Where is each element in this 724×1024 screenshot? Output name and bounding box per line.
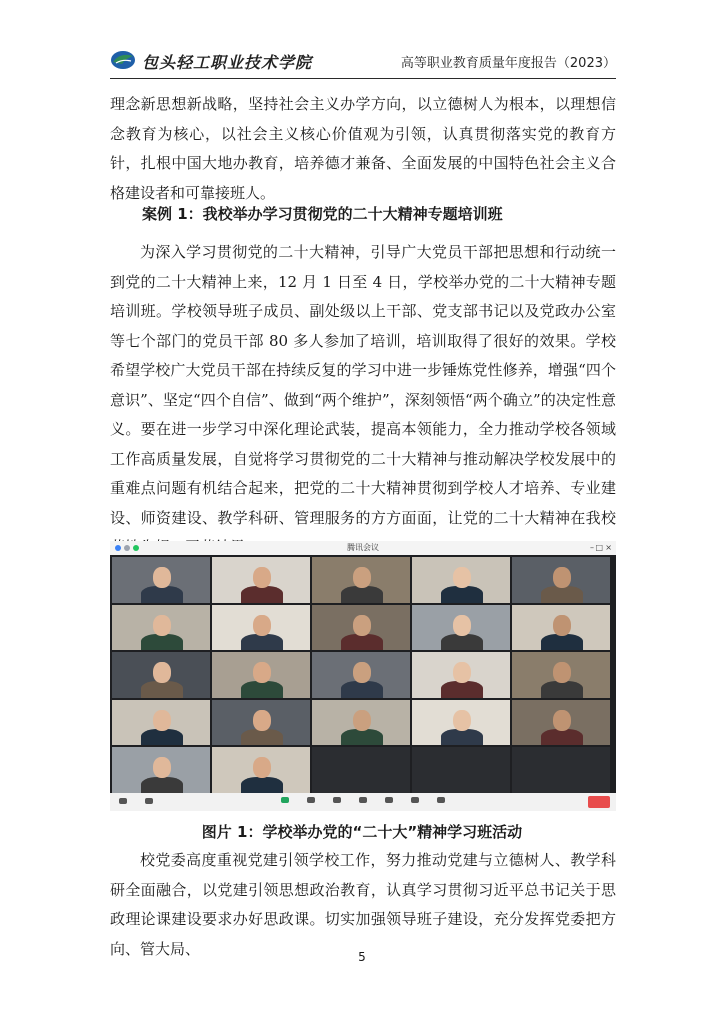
participant-face [153,615,171,636]
participant-body [441,681,482,697]
page-header [110,46,616,76]
participant-video-tile [112,652,210,698]
participant-video-tile [112,747,210,793]
minimize-icon: – [590,543,594,552]
participant-body [141,681,182,697]
participant-video-tile [512,747,610,793]
participant-body [341,634,382,650]
participant-face [453,710,471,731]
participant-face [553,567,571,588]
participant-video-tile [312,557,410,603]
participant-face [153,757,171,778]
maximize-icon: □ [595,543,603,552]
meeting-titlebar [110,541,616,555]
participant-video-tile [312,747,410,793]
school-name: 包头轻工职业技术学院 [142,53,313,72]
intro-paragraph: 理念新思想新战略，坚持社会主义办学方向，以立德树人为根本，以理想信念教育为核心，以社会主义核心价值观为引领，认真贯彻落实党的教育方针，扎根中国大地办教育，培养德才兼备、全面发展的中国特色社会主义合格建设者和可靠接班人。 [110,95,616,202]
participant-body [141,634,182,650]
participant-body [241,634,282,650]
participant-face [353,567,371,588]
participant-video-tile [412,557,510,603]
page-number: 5 [358,950,366,964]
participant-video-tile [112,700,210,746]
school-logo-icon [110,48,136,70]
participant-body [441,729,482,745]
participant-body [241,729,282,745]
members-icon [330,797,344,807]
end-meeting-icon [588,796,610,808]
participant-face [153,662,171,683]
participant-body [241,586,282,602]
participant-face [553,615,571,636]
participant-face [453,567,471,588]
participant-body [341,681,382,697]
participant-body [241,777,282,793]
security-icon [304,797,318,807]
participant-video-tile [212,557,310,603]
participant-face [453,615,471,636]
participant-video-tile [112,557,210,603]
participant-body [241,681,282,697]
mic-icon [116,798,130,808]
participant-face [353,710,371,731]
participant-face [253,757,271,778]
case-title: 案例 1：我校举办学习贯彻党的二十大精神专题培训班 [142,205,503,223]
participant-video-tile [512,557,610,603]
apps-icon [408,797,422,807]
participant-face [253,662,271,683]
participant-face [153,710,171,731]
participant-video-tile [212,700,310,746]
participant-body [541,586,582,602]
participant-face [153,567,171,588]
participant-body [341,586,382,602]
participant-video-tile [112,605,210,651]
header-divider [110,78,616,79]
participant-body [541,681,582,697]
participant-body [541,634,582,650]
participant-body [541,729,582,745]
participant-video-tile [212,747,310,793]
participant-video-tile [412,605,510,651]
close-icon: × [605,543,612,552]
participant-video-tile [312,605,410,651]
participant-video-tile [312,652,410,698]
participant-body [441,634,482,650]
participant-video-tile [312,700,410,746]
camera-icon [142,798,156,808]
participant-face [253,615,271,636]
participant-video-tile [512,652,610,698]
participant-face [353,615,371,636]
share-screen-icon [278,797,292,807]
participant-video-tile [212,605,310,651]
participant-video-tile [412,652,510,698]
participant-face [553,662,571,683]
participant-face [453,662,471,683]
participant-face [553,710,571,731]
participant-grid [112,557,610,793]
participant-body [141,586,182,602]
participant-face [253,567,271,588]
meeting-photo [110,541,616,811]
settings-icon [434,797,448,807]
report-title: 高等职业教育质量年度报告（2023） [400,56,616,71]
participant-face [253,710,271,731]
participant-video-tile [512,700,610,746]
chat-icon [356,797,370,807]
meeting-title: 腾讯会议 [347,543,379,552]
participant-video-tile [412,700,510,746]
case-body-paragraph: 为深入学习贯彻党的二十大精神，引导广大党员干部把思想和行动统一到党的二十大精神上来，12 月 1 日至 4 日，学校举办党的二十大精神专题培训班。学校领导班子成员、副处级以上干部、党支部书记以及党政办公室等七个部门的党员干部 80 多人参加了培训，培训取得了很好的效果。学校希望学校广大党员干部在持续反复的学习中进一步锤炼党性修养，增强“四个意识”、坚定“四个自信”、做到“两个维护”，深刻领悟“两个确立”的决定性意义。要在进一步学习中深化理论武装，提高本领能力，全力推动学校各领域工作高质量发展，自觉将学习贯彻党的二十大精神与推动解决学校发展中的重难点问题有机结合起来，把党的二十大精神贯彻到学校人才培养、专业建设、师资建设、教学科研、管理服务的方方面面，让党的二十大精神在我校 [110,243,616,527]
participant-video-tile [512,605,610,651]
meeting-toolbar [110,793,616,811]
participant-face [353,662,371,683]
participant-video-tile [212,652,310,698]
figure-caption: 图片 1：学校举办党的“二十大”精神学习班活动 [201,823,523,841]
participant-body [341,729,382,745]
closing-paragraph: 校党委高度重视党建引领学校工作，努力推动党建与立德树人、教学科研全面融合，以党建引领思想政治教育，认真学习贯彻习近平总书记关于思政理论课建设要求办好思政课。切实加强领导班子建设，充分发挥党委把方向、管大局、 [110,851,616,958]
participant-body [441,586,482,602]
participant-video-tile [412,747,510,793]
participant-body [141,777,182,793]
record-icon [382,797,396,807]
participant-body [141,729,182,745]
